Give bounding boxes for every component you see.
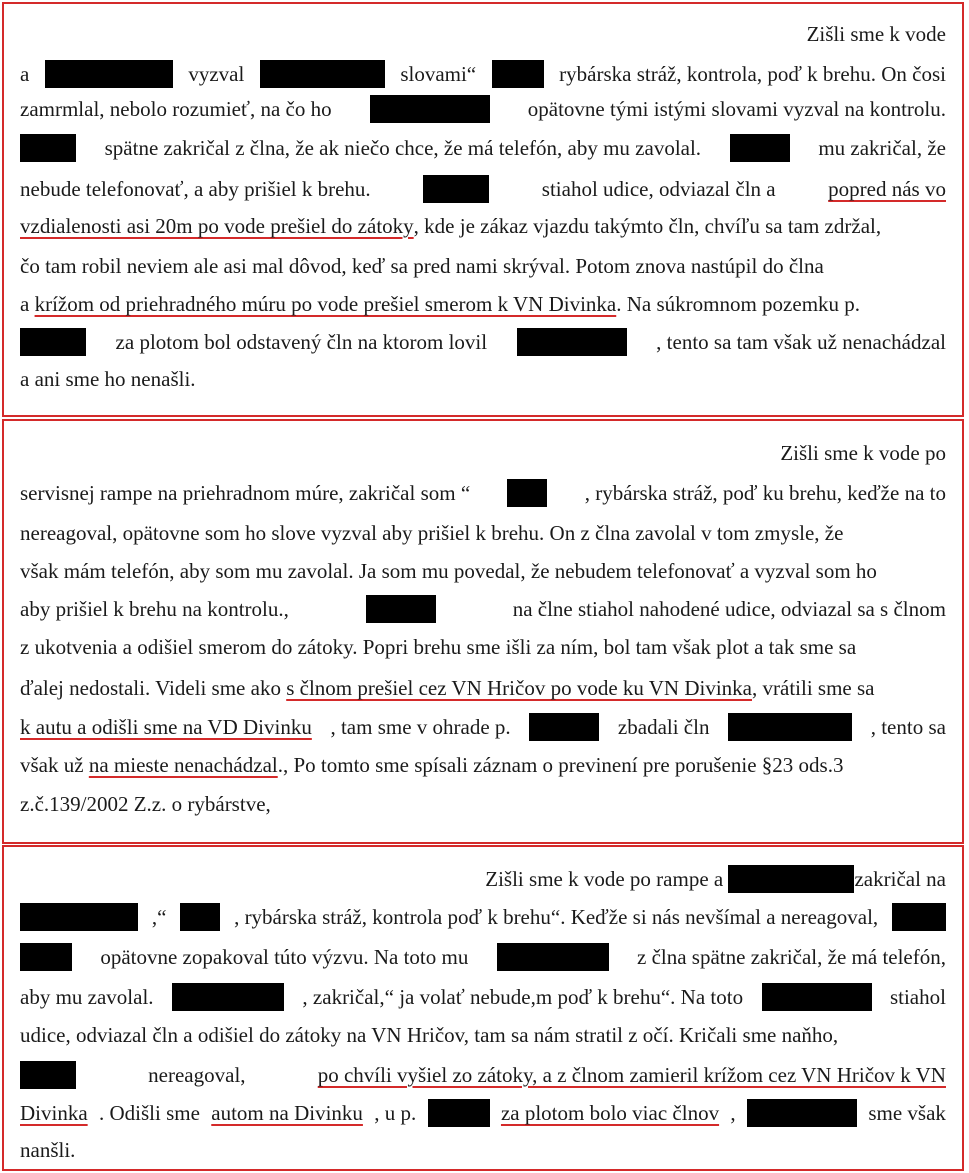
text: zbadali čln [617, 715, 710, 739]
redaction [370, 95, 490, 123]
underlined-text: popred nás vo [828, 177, 946, 201]
line [20, 709, 946, 745]
line [20, 939, 946, 975]
line [20, 1057, 946, 1093]
line [20, 1132, 946, 1168]
text: zakričal na [854, 867, 946, 891]
text: ďalej nedostali. Videli sme ako [20, 676, 281, 700]
redaction [423, 175, 489, 203]
text: z člna spätne zakričal, že má telefón, [637, 945, 946, 969]
line [20, 248, 946, 284]
redaction [20, 134, 76, 162]
redaction [20, 328, 86, 356]
text: však už [20, 753, 84, 777]
underlined-text: autom na Divinku [211, 1101, 363, 1125]
text: nanšli. [20, 1138, 76, 1162]
text: opätovne tými istými slovami vyzval na kontrolu. [527, 97, 946, 121]
redaction [517, 328, 627, 356]
underlined-text: po chvíli vyšiel zo zátoky, a z člnom zamieril krížom cez VN Hričov k VN [317, 1063, 946, 1087]
text: aby mu zavolal. [20, 985, 154, 1009]
text: , vrátili sme sa [752, 676, 875, 700]
text: opätovne zopakoval túto výzvu. Na toto mu [100, 945, 469, 969]
underlined-text: krížom od priehradného múru po vode prešiel smerom k VN Divinka [34, 292, 617, 316]
text: spätne zakričal z člna, že ak niečo chce, že má telefón, aby mu zavolal. [104, 136, 702, 160]
redaction [730, 134, 790, 162]
statement-panel-3 [2, 845, 964, 1171]
text: ., Po tomto sme spísali záznam o previnení pre porušenie §23 ods.3 [277, 753, 844, 777]
text: rybárska stráž, kontrola, poď k brehu. On čosi [559, 62, 946, 86]
text: sme však [868, 1101, 946, 1125]
text: , rybárska stráž, kontrola poď k brehu“. Keďže si nás nevšímal a nereagoval, [234, 905, 879, 929]
text: , [730, 1101, 736, 1125]
underlined-text: k autu a odišli sme na VD Divinku [20, 715, 312, 739]
redaction [180, 903, 220, 931]
text: , tam sme v ohrade p. [330, 715, 511, 739]
redaction [507, 479, 547, 507]
redaction [529, 713, 599, 741]
redaction [497, 943, 609, 971]
redaction [20, 943, 72, 971]
text: na člne stiahol nahodené udice, odviazal sa s člnom [512, 597, 946, 621]
text: Zišli sme k vode [806, 22, 946, 46]
text: z ukotvenia a odišiel smerom do zátoky. Popri brehu sme išli za ním, bol tam však plot a tak sme sa [20, 635, 857, 659]
underlined-text: za plotom bolo viac člnov [500, 1101, 720, 1125]
line [20, 979, 946, 1015]
text: udice, odviazal čln a odišiel do zátoky na VN Hričov, tam sa nám stratil z očí. Kričali sme naňho, [20, 1023, 839, 1047]
text: , u p. [374, 1101, 417, 1125]
text: servisnej rampe na priehradnom múre, zakričal som “ [20, 481, 471, 505]
line [20, 56, 946, 92]
text: Zišli sme k vode po rampe a [485, 867, 724, 891]
redaction [892, 903, 946, 931]
text: , zakričal,“ ja volať nebude,m poď k brehu“. Na toto [302, 985, 744, 1009]
line [20, 130, 946, 166]
text: , rybárska stráž, poď ku brehu, keďže na to [584, 481, 946, 505]
redaction [492, 60, 544, 88]
text: , tento sa tam však už nenachádzal [656, 330, 946, 354]
line [20, 861, 946, 897]
redaction [366, 595, 436, 623]
text: mu zakričal, že [818, 136, 946, 160]
text: vyzval [188, 62, 245, 86]
line [20, 208, 946, 244]
redaction [20, 1061, 76, 1089]
redaction [762, 983, 872, 1011]
line [20, 16, 946, 52]
redaction [428, 1099, 490, 1127]
text: a ani sme ho nenašli. [20, 367, 196, 391]
text: , tento sa [870, 715, 946, 739]
line [20, 747, 946, 783]
line [20, 435, 946, 471]
line [20, 786, 946, 822]
underlined-text: na mieste nenachádzal [88, 753, 278, 777]
text: ,“ [151, 905, 167, 929]
text: . Odišli sme [99, 1101, 200, 1125]
text: za plotom bol odstavený čln na ktorom lovil [115, 330, 488, 354]
text: aby prišiel k brehu na kontrolu., [20, 597, 289, 621]
text: z.č.139/2002 Z.z. o rybárstve, [20, 792, 271, 816]
line [20, 286, 946, 322]
line [20, 91, 946, 127]
line [20, 171, 946, 207]
line [20, 629, 946, 665]
text: a [20, 292, 30, 316]
text: nereagoval, opätovne som ho slove vyzval aby prišiel k brehu. On z člna zavolal v tom zmysle, že [20, 521, 844, 545]
line [20, 475, 946, 511]
line [20, 591, 946, 627]
redaction [172, 983, 284, 1011]
text: stiahol [889, 985, 946, 1009]
text: čo tam robil neviem ale asi mal dôvod, keď sa pred nami skrýval. Potom znova nastúpil do člna [20, 254, 824, 278]
text: Zišli sme k vode po [780, 441, 946, 465]
line [20, 899, 946, 935]
redaction [45, 60, 173, 88]
text: však mám telefón, aby som mu zavolal. Ja som mu povedal, že nebudem telefonovať a vyzval som ho [20, 559, 877, 583]
line [20, 515, 946, 551]
line [20, 553, 946, 589]
line [20, 1017, 946, 1053]
underlined-text: vzdialenosti asi 20m po vode prešiel do zátoky [20, 214, 414, 238]
redaction [20, 903, 138, 931]
text: nebude telefonovať, a aby prišiel k brehu. [20, 177, 371, 201]
text: slovami“ [400, 62, 477, 86]
underlined-text: s člnom prešiel cez VN Hričov po vode ku VN Divinka [286, 676, 752, 700]
text: zamrmlal, nebolo rozumieť, na čo ho [20, 97, 332, 121]
text: stiahol udice, odviazal čln a [541, 177, 776, 201]
redaction [747, 1099, 857, 1127]
line [20, 1095, 946, 1131]
text: . Na súkromnom pozemku p. [616, 292, 861, 316]
statement-panel-2 [2, 419, 964, 844]
text: a [20, 62, 30, 86]
statement-panel-1 [2, 2, 964, 417]
redaction [728, 865, 854, 893]
text: nereagoval, [148, 1063, 246, 1087]
underlined-text: Divinka [20, 1101, 88, 1125]
text: , kde je zákaz vjazdu takýmto čln, chvíľu sa tam zdržal, [413, 214, 882, 238]
line [20, 361, 946, 397]
line [20, 324, 946, 360]
redaction [728, 713, 852, 741]
line [20, 670, 946, 706]
redaction [260, 60, 385, 88]
